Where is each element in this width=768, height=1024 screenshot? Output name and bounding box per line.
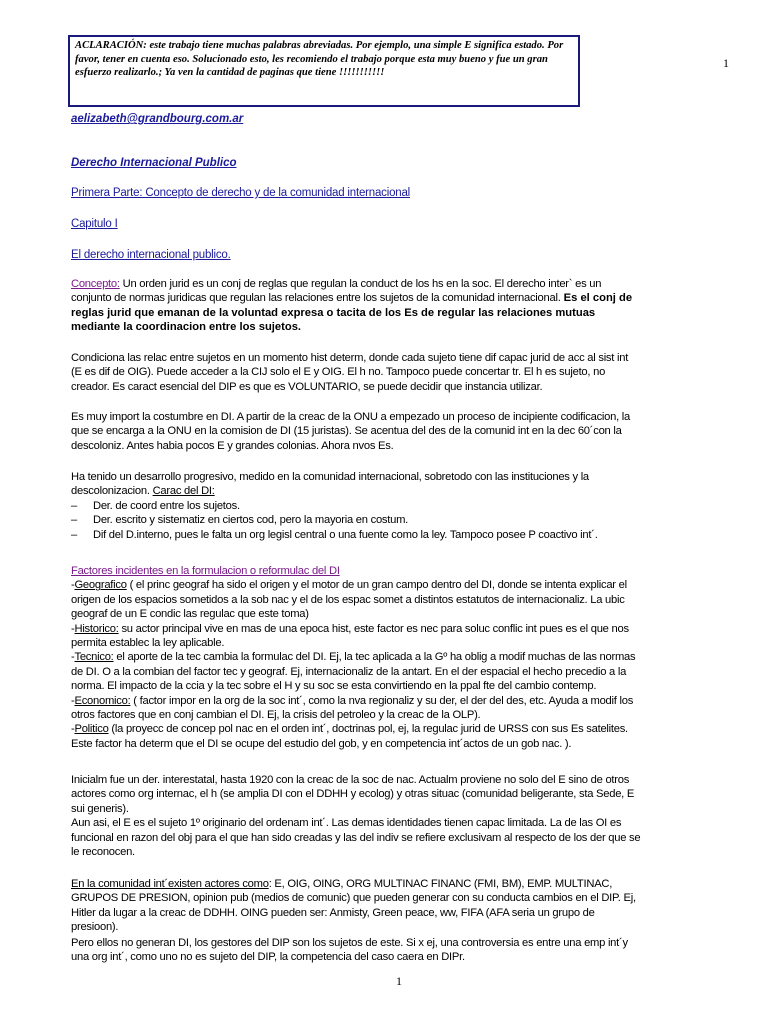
factores-section <box>71 564 641 751</box>
factor-item: -Historico: su actor principal vive en mas de una epoca hist, este factor es nec para soluc conflic int pues es el que nos permita establec la ley aplicable. <box>71 622 629 650</box>
list-item: – Der. escrito y sistematiz en ciertos cod, pero la mayoria en costum. <box>71 513 641 527</box>
actores-label: En la comunidad int´existen actores como <box>71 878 269 890</box>
paragraph-pero-text: Pero ellos no generan DI, los gestores del DIP son los sujetos de este. Si x ej, una controversia es entre una emp int´y una org int´, como uno no es sujeto del DIP, la competencia del caso caera en DIPr. <box>71 937 628 964</box>
document-heading: Derecho Internacional Publico <box>71 157 237 169</box>
factor-label: Historico: <box>74 622 119 635</box>
factor-label: Economico: <box>74 694 131 707</box>
carac-list <box>71 499 641 542</box>
paragraph-costumbre <box>71 410 641 453</box>
concepto-text: Un orden jurid es un conj de reglas que regulan la conduct de los hs en la soc. El derecho inter` es un conjunto de normas juridicas que regulan las relaciones entre los sujetos de la comunidad internacional. <box>71 278 602 305</box>
part-title[interactable]: Primera Parte: Concepto de derecho y de la comunidad internacional <box>71 187 411 199</box>
page-number-bottom: 1 <box>396 974 402 988</box>
clarification-notice-box <box>68 35 580 107</box>
factor-label: Politico <box>74 723 109 736</box>
factor-item: -Economico: ( factor impor en la org de la soc int´, como la nva regionaliz y su der, el der del des, etc. Ayuda a modif los otros factores que en conj cambian el DI. Ej, la crisis del petroleo y la creac de la OLP). <box>71 694 634 722</box>
paragraph-actores <box>71 877 641 935</box>
paragraph-inicialm <box>71 773 641 859</box>
paragraph-pero <box>71 936 641 965</box>
clarification-notice-text: ACLARACIÓN: este trabajo tiene muchas palabras abreviadas. Por ejemplo, una simple E significa estado. Por favor, tener en cuenta eso. Solucionado esto, les recomiendo el trabajo porque esta muy bueno y fue un gran esfuerzo realizarlo.; Ya ven la cantidad de paginas que tiene !!!!!!!!!!! <box>75 40 564 79</box>
factor-item: -Geografico ( el princ geograf ha sido el origen y el motor de un gran campo dentro del DI, donde se intenta explicar el origen de los espacios sometidos a la sob nac y el de los espac somet a distintos estatutos de internacionaliz. La ubic geograf de un E condic las regulac que este toma) <box>71 579 627 621</box>
paragraph-condiciona-text: Condiciona las relac entre sujetos en un momento hist determ, donde cada sujeto tiene dif capac jurid de acc al sist int (E es dif de OIG). Puede acceder a la CIJ solo el E y OIG. El h no. Tampoco puede concertar tr. El h es sujeto, no creador. Es caract esencial del DIP es que es VOLUNTARIO, se puede decidir que instancia utilizar. <box>71 352 629 393</box>
actores-text: : E, OIG, OING, ORG MULTINAC FINANC (FMI, BM), EMP. MULTINAC, GRUPOS DE PRESION, opinion pub (medios de comunic) que pueden generar con su conducta cambios en el DIP. Ej, Hitler da lugar a la creac de DDHH. OING pueden ser: Anmisty, Green peace, ww, FIFA (AFA seria un grupo de presioon). <box>71 878 636 934</box>
paragraph-desarrollo <box>71 470 641 542</box>
paragraph-inicialm-text: Inicialm fue un der. interestatal, hasta 1920 con la creac de la soc de nac. Actualm proviene no solo del E sino de otros actores como org internac, el h (se amplia DI con el DDHH y ecolog) y otras situac (comunidad beligerante, sta Sede, E sui generis). <box>71 774 635 815</box>
paragraph-costumbre-text: Es muy import la costumbre en DI. A partir de la creac de la ONU a empezado un proceso de incipiente codificacion, la que se encarga a la ONU en la comision de DI (15 juristas). Se acentua del des de la comunid int en la dec 60´con la descoloniz. Antes habia pocos E y grandes colonias. Ahora nvos Es. <box>71 411 631 452</box>
factor-label: Geografico <box>74 579 127 592</box>
paragraph-condiciona <box>71 351 641 394</box>
email-link[interactable]: aelizabeth@grandbourg.com.ar <box>71 113 244 125</box>
factor-item: -Politico (la proyecc de concep pol nac en el orden int´, doctrinas pol, ej, la regulac jurid de URSS con sus Es satelites. Este factor ha determ que el DI se ocupe del estudio del gob, y en competencia int´actos de un gob nac. ). <box>71 723 628 750</box>
concepto-bold-text: Es el conj de reglas jurid que emanan de la voluntad expresa o tacita de los Es de regular las relaciones mutuas mediante la coordinacion entre los sujetos. <box>71 292 633 334</box>
concepto-paragraph <box>71 277 641 335</box>
chapter-title[interactable]: Capitulo I <box>71 218 118 230</box>
section-title[interactable]: El derecho internacional publico. <box>71 249 231 261</box>
paragraph-desarrollo-text: Ha tenido un desarrollo progresivo, medido en la comunidad internacional, sobretodo con las instituciones y la descolonizacion. <box>71 471 589 498</box>
factor-item: -Tecnico: el aporte de la tec cambia la formulac del DI. Ej, la tec aplicada a la Gº ha oblig a modif muchas de las normas de DI. O a la combian del factor tec y geograf. Ej, internacionaliz de la antart. En el der espacial el hecho precedio a la norma. El impacto de la ccia y la tec sobre el H y su soc se esta convirtiendo en la ppal fte del cambio contemp. <box>71 651 636 693</box>
concepto-label: Concepto: <box>71 278 120 290</box>
list-item: – Der. de coord entre los sujetos. <box>71 499 641 513</box>
list-item: – Dif del D.interno, pues le falta un org legisl central o una fuente como la ley. Tampoco posee P coactivo int´. <box>71 528 641 542</box>
factores-title: Factores incidentes en la formulacion o reformulac del DI <box>71 565 340 577</box>
paragraph-aun-text: Aun asi, el E es el sujeto 1º originario del ordenam int´. Las demas identidades tienen capac limitada. La de las OI es funcional en razon del obj para el que han sido creadas y las del indiv se refiere exclusivam al respecto de los der que se le reconocen. <box>71 817 641 859</box>
factor-label: Tecnico: <box>74 651 114 664</box>
page-number-top: 1 <box>723 56 729 70</box>
carac-label: Carac del DI: <box>152 485 215 498</box>
